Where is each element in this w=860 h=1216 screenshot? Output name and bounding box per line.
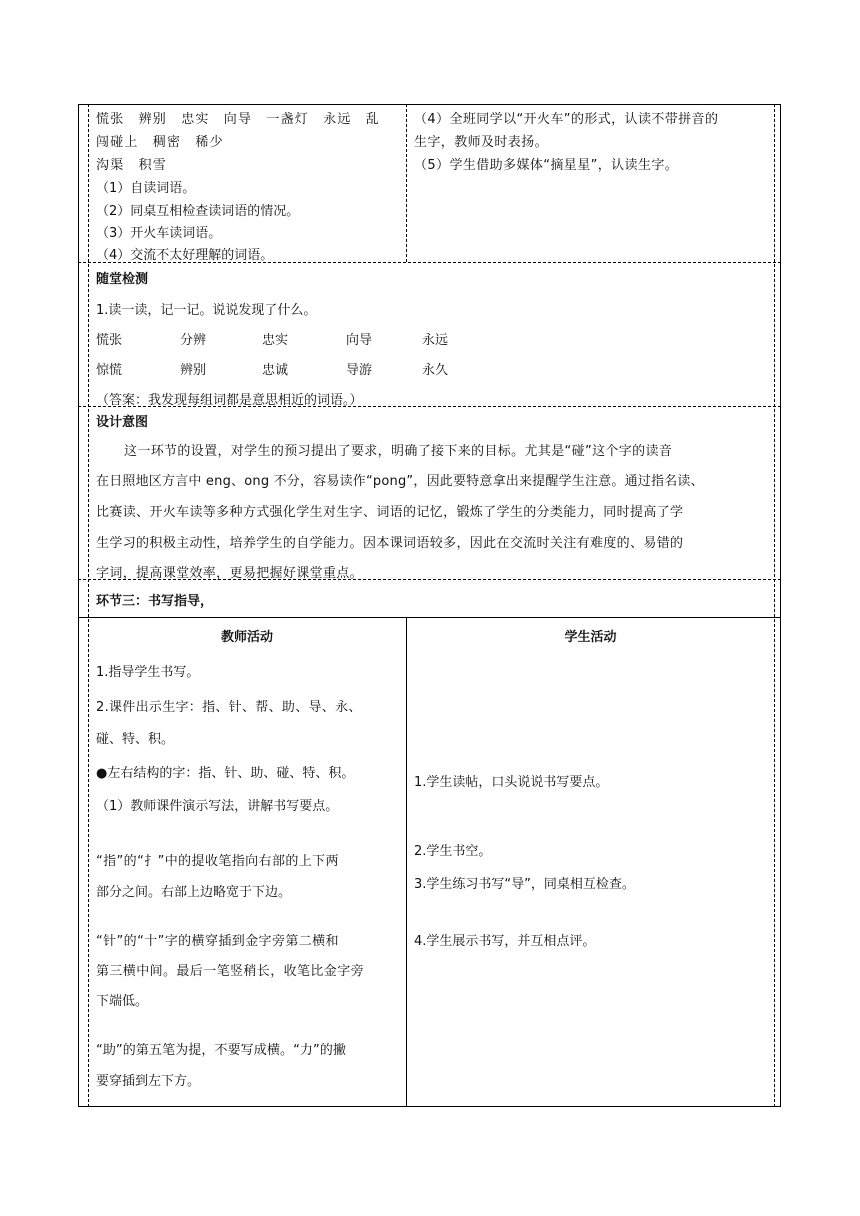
vocab-line-3: 沟渠 积雪 xyxy=(96,158,168,173)
teacher-activity-line: 1.指导学生书写。 xyxy=(96,665,200,680)
student-activity-line: 2.学生书空。 xyxy=(414,844,492,859)
teacher-activity-line: （1）教师课件演示写法，讲解书写要点。 xyxy=(96,799,339,814)
vocab-line-1: 慌张 辨别 忠实 向导 一盏灯 永远 乱 xyxy=(96,112,381,127)
quiz-answer: （答案：我发现每组词都是意思相近的词语。） xyxy=(96,393,363,408)
vocab-line-2: 闯碰上 稠密 稀少 xyxy=(96,135,224,150)
teacher-activity-line: 部分之间。右部上边略宽于下边。 xyxy=(96,885,292,900)
teacher-activity-line: ●左右结构的字：指、针、助、碰、特、积。 xyxy=(96,766,355,781)
reading-step-3: （3）开火车读词语。 xyxy=(96,226,222,241)
student-activity-line: 1.学生读帖，口头说说书写要点。 xyxy=(414,775,609,790)
reading-step-2: （2）同桌互相检查读词语的情况。 xyxy=(96,204,300,219)
quiz-word: 永久 xyxy=(422,363,449,378)
quiz-word: 向导 xyxy=(346,333,373,348)
activity-column-divider xyxy=(406,618,407,1106)
design-paragraph-line: 字词，提高课堂效率，更易把握好课堂重点。 xyxy=(96,566,364,581)
teacher-activity-line: “指”的“扌”中的提收笔指向右部的上下两 xyxy=(96,854,339,869)
design-paragraph-line: 在日照地区方言中 eng、ong 不分，容易读作“pong”，因此要特意拿出来提醒学生注意。通过指名读、 xyxy=(96,474,704,489)
teacher-activity-line: 碰、特、积。 xyxy=(96,732,175,747)
student-reading-line-2: 生字，教师及时表扬。 xyxy=(414,135,549,150)
row-separator-4 xyxy=(78,617,781,618)
top-column-divider xyxy=(406,104,407,262)
design-heading: 设计意图 xyxy=(96,415,149,430)
design-paragraph-line: 比赛读、开火车读等多种方式强化学生对生字、词语的记忆，锻炼了学生的分类能力，同时提高了学 xyxy=(96,505,684,520)
design-paragraph-line: 这一环节的设置，对学生的预习提出了要求，明确了接下来的目标。尤其是“碰”这个字的读音 xyxy=(124,444,673,459)
student-activity-line: 4.学生展示书写，并互相点评。 xyxy=(414,934,596,949)
quiz-word: 忠实 xyxy=(262,333,289,348)
quiz-word: 分辨 xyxy=(180,333,207,348)
quiz-question: 1.读一读，记一记。说说发现了什么。 xyxy=(96,303,317,318)
teacher-activity-line: 要穿插到左下方。 xyxy=(96,1074,201,1089)
table-inner-left-border xyxy=(88,104,89,1107)
quiz-word: 辨别 xyxy=(180,363,207,378)
teacher-activity-line: 2.课件出示生字：指、针、帮、助、导、永、 xyxy=(96,700,362,715)
teacher-activity-line: 第三横中间。最后一笔竖稍长，收笔比金字旁 xyxy=(96,964,365,979)
table-top-border xyxy=(78,104,781,105)
student-reading-line-1: （4）全班同学以“开火车”的形式，认读不带拼音的 xyxy=(414,112,719,127)
student-activity-line: 3.学生练习书写“导”，同桌相互检查。 xyxy=(414,877,635,892)
quiz-heading: 随堂检测 xyxy=(96,272,149,287)
table-outer-left-border xyxy=(78,104,79,1107)
quiz-word: 忠诚 xyxy=(262,363,289,378)
reading-step-1: （1）自读词语。 xyxy=(96,181,196,196)
table-outer-right-border xyxy=(780,104,781,1107)
teacher-activity-line: “助”的第五笔为提，不要写成横。“力”的撇 xyxy=(96,1043,347,1058)
quiz-word: 永远 xyxy=(422,333,449,348)
student-activity-header: 学生活动 xyxy=(564,630,617,645)
quiz-word: 惊慌 xyxy=(96,363,123,378)
quiz-word: 慌张 xyxy=(96,333,123,348)
reading-step-4: （4）交流不太好理解的词语。 xyxy=(96,248,274,263)
table-bottom-border xyxy=(78,1106,781,1107)
section-3-heading: 环节三：书写指导， xyxy=(96,594,214,609)
design-paragraph-line: 生学习的积极主动性，培养学生的自学能力。因本课词语较多，因此在交流时关注有难度的、易错的 xyxy=(96,536,684,551)
quiz-word: 导游 xyxy=(346,363,373,378)
teacher-activity-line: 下端低。 xyxy=(96,994,149,1009)
teacher-activity-line: “针”的“十”字的横穿插到金字旁第二横和 xyxy=(96,934,339,949)
teacher-activity-header: 教师活动 xyxy=(220,630,273,645)
table-inner-right-border xyxy=(774,104,775,1107)
student-reading-line-3: （5）学生借助多媒体“摘星星”，认读生字。 xyxy=(414,158,679,173)
